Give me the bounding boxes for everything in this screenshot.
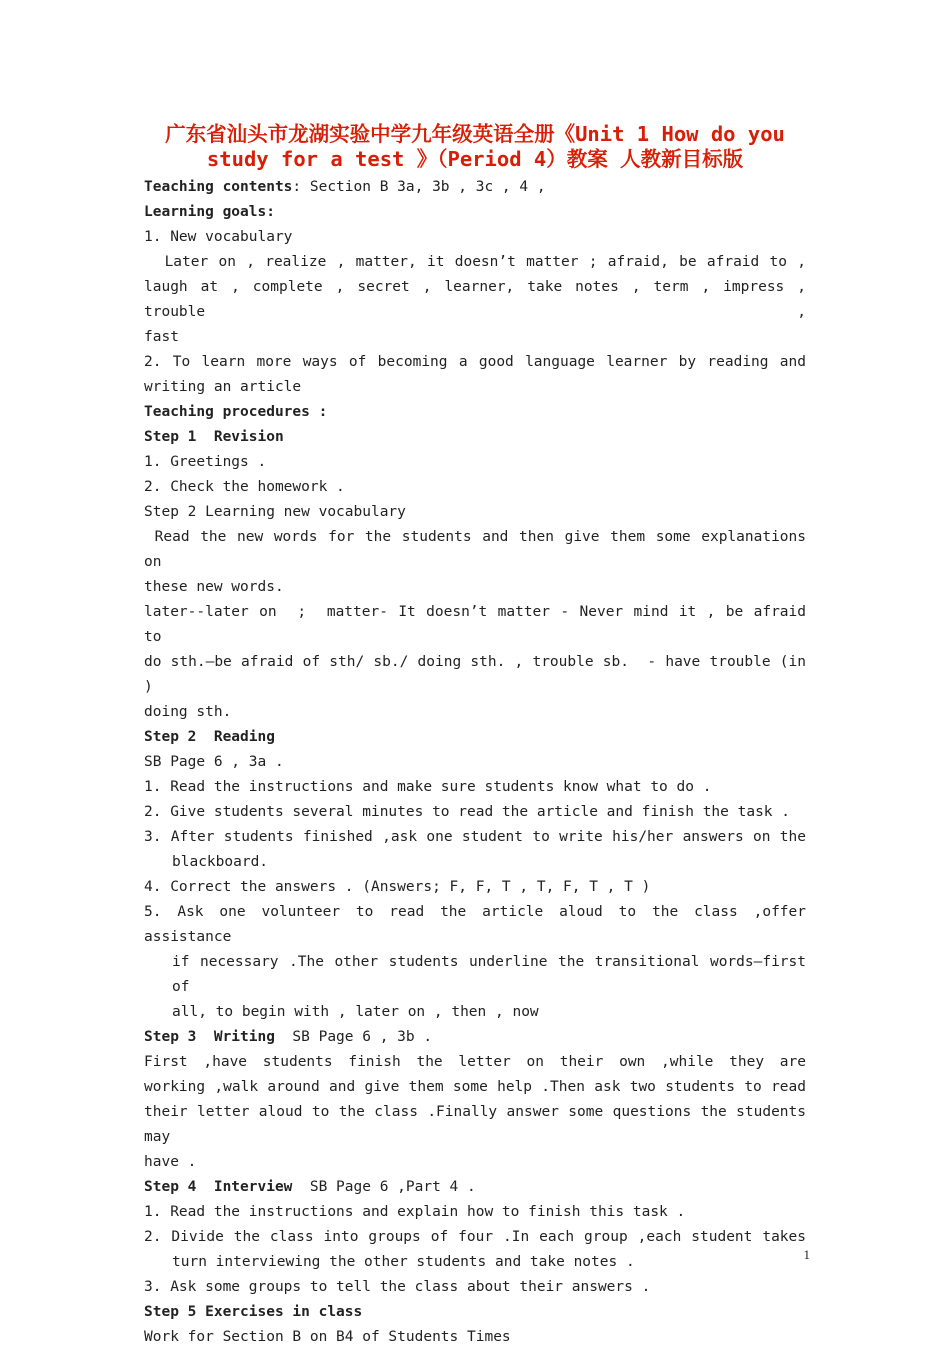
title-line-1: 广东省汕头市龙湖实验中学九年级英语全册《Unit 1 How do you (165, 122, 785, 146)
title-line-2: study for a test 》（Period 4）教案 人教新目标版 (206, 147, 744, 171)
reading-sb-reference: SB Page 6 , 3a . (144, 754, 284, 770)
document-title (114, 122, 836, 172)
step-3-line (144, 1025, 806, 1050)
goal-1-line-1: Later on , realize , matter, it doesn’t matter ; afraid, be afraid to , (144, 254, 807, 270)
goal-1-line-3: fast (144, 329, 179, 345)
vocab-line-1: Read the new words for the students and then give them some explanations on (144, 529, 815, 570)
reading-item-3: 3. After students finished ,ask one student to write his/her answers on the (144, 829, 806, 845)
step-3-sb-reference: SB Page 6 , 3b . (274, 1029, 433, 1045)
goal-2-line-2: writing an article (144, 379, 302, 395)
teaching-contents (144, 175, 806, 200)
interview-item-2-cont: turn interviewing the other students and take notes . (172, 1254, 635, 1270)
document-page (144, 122, 815, 1350)
interview-item-1: 1. Read the instructions and explain how to finish this task . (144, 1204, 686, 1220)
interview-item-2: 2. Divide the class into groups of four .In each group ,each student takes (144, 1229, 806, 1245)
page-number: 1 (803, 1247, 810, 1262)
step-2-vocab-heading: Step 2 Learning new vocabulary (144, 504, 406, 520)
vocab-line-2: these new words. (144, 579, 284, 595)
step-2-reading-heading: Step 2 Reading (144, 729, 275, 745)
teaching-contents-value: : Section B 3a, 3b , 3c , 4 , (292, 179, 546, 195)
reading-item-2: 2. Give students several minutes to read the article and finish the task . (144, 804, 791, 820)
writing-line-3: their letter aloud to the class .Finally answer some questions the students may (144, 1104, 815, 1145)
step-4-sb-reference: SB Page 6 ,Part 4 . (292, 1179, 476, 1195)
step-3-heading: Step 3 Writing (144, 1029, 275, 1045)
step-1-item-1: 1. Greetings . (144, 454, 267, 470)
procedures-heading: Teaching procedures : (144, 404, 328, 420)
interview-item-3: 3. Ask some groups to tell the class about their answers . (144, 1279, 651, 1295)
writing-line-4: have . (144, 1154, 197, 1170)
reading-item-5-cont-1: if necessary .The other students underline the transitional words—first of (172, 954, 815, 995)
reading-item-4: 4. Correct the answers . (Answers; F, F, T , T, F, T , T ) (144, 879, 651, 895)
vocab-line-3: later--later on ; matter- It doesn’t matter - Never mind it , be afraid to (144, 604, 815, 645)
vocab-line-4: do sth.—be afraid of sth/ sb./ doing sth. , trouble sb. - have trouble (in ) (144, 654, 815, 695)
step-1-item-2: 2. Check the homework . (144, 479, 345, 495)
reading-item-5-cont-2: all, to begin with , later on , then , now (172, 1004, 539, 1020)
teaching-contents-label: Teaching contents (144, 179, 293, 195)
goal-1-line-2: laugh at , complete , secret , learner, take notes , term , impress , trouble , (144, 279, 815, 320)
step-4-line (144, 1175, 806, 1200)
step-5-line: Work for Section B on B4 of Students Times (144, 1329, 511, 1345)
reading-item-5: 5. Ask one volunteer to read the article aloud to the class ,offer assistance (144, 904, 815, 945)
step-4-heading: Step 4 Interview (144, 1179, 293, 1195)
writing-line-1: First ,have students finish the letter on their own ,while they are (144, 1054, 806, 1070)
learning-goals-heading: Learning goals: (144, 204, 275, 220)
reading-item-1: 1. Read the instructions and make sure students know what to do . (144, 779, 712, 795)
writing-line-2: working ,walk around and give them some help .Then ask two students to read (144, 1079, 806, 1095)
goal-2-line-1: 2. To learn more ways of becoming a good language learner by reading and (144, 354, 806, 370)
reading-item-3-cont: blackboard. (172, 854, 269, 870)
step-1-heading: Step 1 Revision (144, 429, 284, 445)
step-5-heading: Step 5 Exercises in class (144, 1304, 363, 1320)
goal-1-heading: 1. New vocabulary (144, 229, 293, 245)
vocab-line-5: doing sth. (144, 704, 232, 720)
